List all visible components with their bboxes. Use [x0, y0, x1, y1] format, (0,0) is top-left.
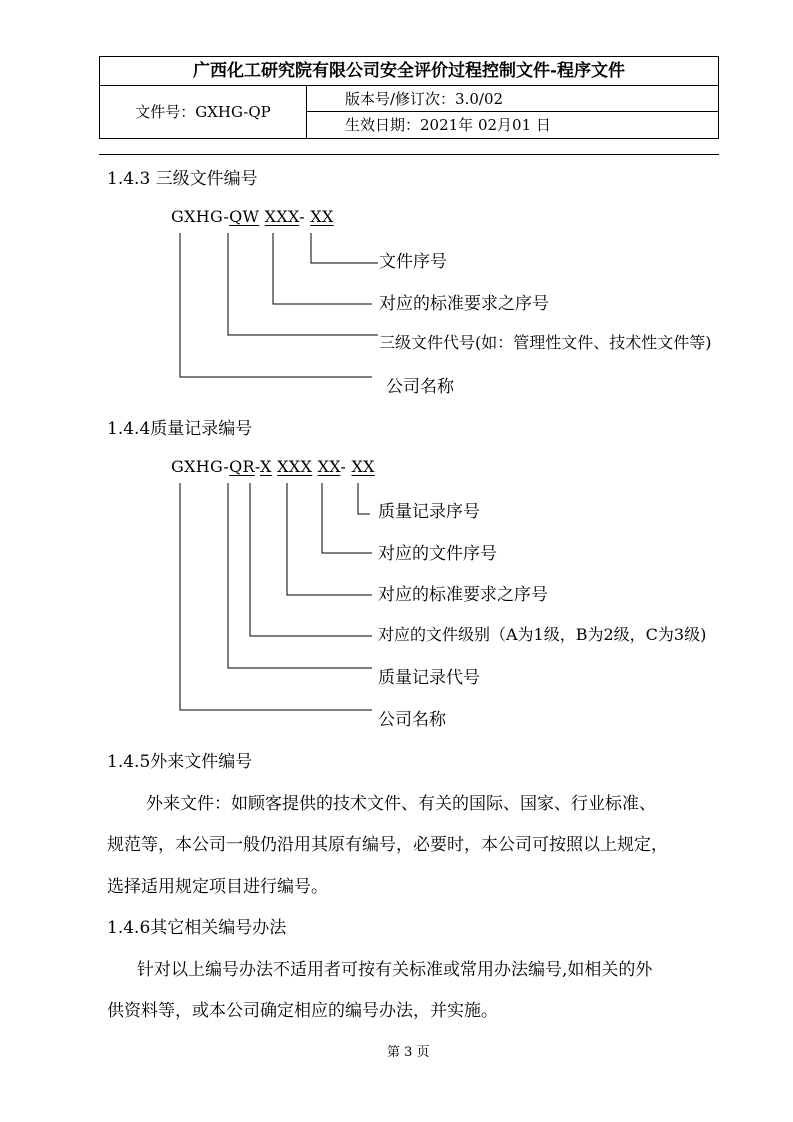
connector-doc-level [250, 483, 372, 636]
effective-date: 生效日期：2021年 02月01 日 [345, 116, 551, 134]
label-file-seq: 文件序号 [379, 252, 447, 272]
header-title: 广西化工研究院有限公司安全评价过程控制文件-程序文件 [100, 57, 718, 86]
paragraph-line: 供资料等，或本公司确定相应的编号办法，并实施。 [107, 1001, 498, 1021]
paragraph-line: 选择适用规定项目进行编号。 [107, 877, 328, 897]
label-record-code: 质量记录代号 [378, 668, 480, 688]
section-heading-1-4-3: 1.4.3 三级文件编号 [107, 169, 258, 189]
connector-record-seq [358, 483, 370, 514]
connector-standard-seq-2 [287, 483, 372, 595]
connector-standard-seq [273, 233, 372, 304]
connector-level3-code [228, 233, 378, 335]
label-doc-level: 对应的文件级别（A为1级，B为2级，C为3级) [378, 625, 707, 644]
label-standard-seq-2: 对应的标准要求之序号 [378, 585, 548, 605]
label-level3-code: 三级文件代号(如：管理性文件、技术性文件等) [379, 333, 712, 352]
label-record-seq: 质量记录序号 [378, 502, 480, 522]
section-heading-1-4-5: 1.4.5外来文件编号 [107, 752, 253, 772]
connector-company-name-2 [180, 483, 372, 710]
section-heading-1-4-4: 1.4.4质量记录编号 [107, 419, 253, 439]
label-doc-seq: 对应的文件序号 [378, 544, 497, 564]
label-company-name: 公司名称 [386, 377, 454, 397]
paragraph-line: 规范等，本公司一般仍沿用其原有编号，必要时，本公司可按照以上规定， [107, 835, 668, 855]
paragraph-line: 外来文件：如顾客提供的技术文件、有关的国际、国家、行业标准、 [146, 794, 656, 814]
document-number: 文件号：GXHG-QP [100, 86, 307, 139]
connector-company-name [180, 233, 372, 377]
page-number: 第 3 页 [387, 1045, 430, 1060]
quality-record-code-format: GXHG-QR-X XXX XX- XX [171, 457, 375, 476]
section-heading-1-4-6: 1.4.6其它相关编号办法 [107, 918, 287, 938]
paragraph-line: 针对以上编号办法不适用者可按有关标准或常用办法编号,如相关的外 [137, 960, 653, 980]
connector-file-seq [311, 233, 378, 263]
level3-code-format: GXHG-QW XXX- XX [171, 207, 334, 226]
connector-doc-seq [322, 483, 372, 553]
label-company-name-2: 公司名称 [378, 710, 446, 730]
label-standard-seq: 对应的标准要求之序号 [379, 294, 549, 314]
version-number: 版本号/修订次：3.0/02 [307, 86, 719, 112]
